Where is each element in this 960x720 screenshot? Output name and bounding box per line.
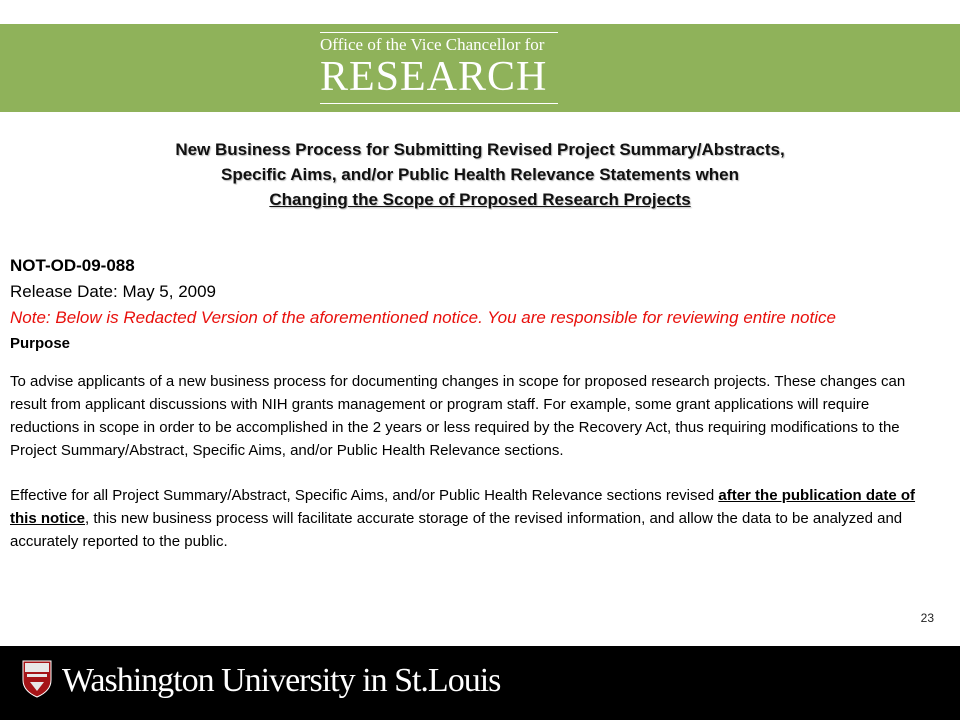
research-office-logo [320, 32, 560, 108]
purpose-paragraph: To advise applicants of a new business process for documenting changes in scope for proposed research projects. These changes can result from applicant discussions with NIH grants management or program staff. For example, some grant applications will require reductions in scope in order to be accomplished in the 2 years or less required by the Recovery Act, thus requiring modifications to the Project Summary/Abstract, Specific Aims, and/or Public Health Relevance sections. [10, 373, 906, 459]
notice-number: NOT-OD-09-088 [10, 256, 135, 275]
slide-title [0, 137, 960, 212]
page-number: 23 [920, 611, 934, 625]
university-wordmark: Washington University in St.Louis [62, 662, 501, 699]
effective-paragraph [10, 484, 940, 553]
title-line-1: New Business Process for Submitting Revised Project Summary/Abstracts, [175, 140, 785, 159]
logo-bottom-rule [320, 103, 558, 104]
release-date: Release Date: May 5, 2009 [10, 282, 217, 301]
footer-bar [0, 646, 960, 720]
effective-text-before: Effective for all Project Summary/Abstract, Specific Aims, and/or Public Health Relevance sections revised [10, 487, 719, 504]
logo-research-word: RESEARCH [320, 54, 548, 100]
title-line-3: Changing the Scope of Proposed Research Projects [269, 190, 691, 209]
logo-top-rule [320, 32, 558, 33]
notice-body [10, 253, 940, 553]
header-banner [0, 24, 960, 112]
title-line-2: Specific Aims, and/or Public Health Relevance Statements when [220, 165, 740, 184]
logo-office-line: Office of the Vice Chancellor for [320, 35, 545, 54]
university-shield-icon [22, 660, 52, 698]
purpose-heading: Purpose [10, 335, 71, 352]
effective-emphasis: after the publication date of this notice [10, 487, 916, 527]
effective-text-after: , this new business process will facilitate accurate storage of the revised information, and allow the data to be analyzed and accurately reported to the public. [10, 510, 903, 550]
redaction-note: Note: Below is Redacted Version of the aforementioned notice. You are responsible for reviewing entire notice [10, 308, 836, 327]
